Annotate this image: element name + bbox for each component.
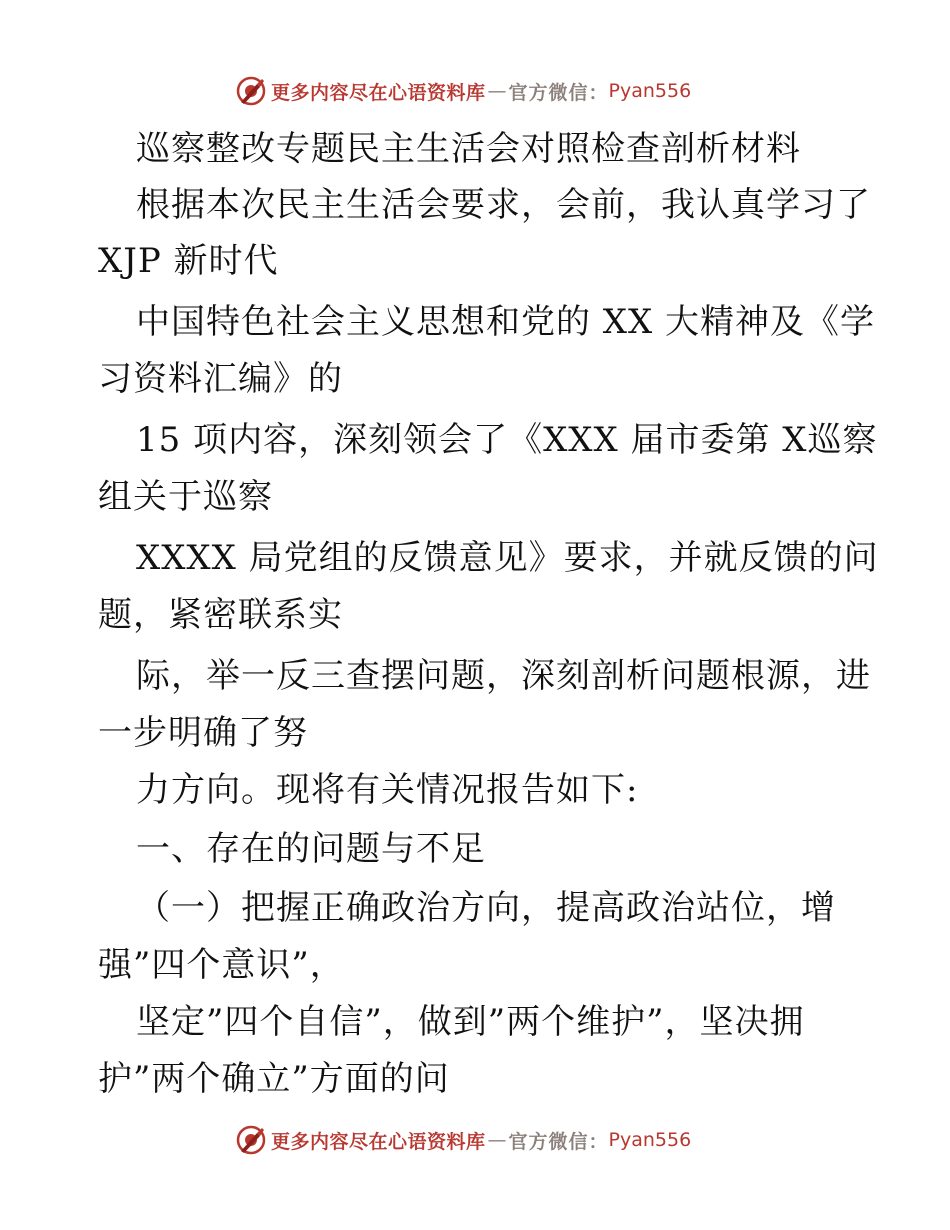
paragraph-line: 护”两个确立”方面的问 xyxy=(98,1059,450,1099)
paragraph-line: 组关于巡察 xyxy=(98,477,273,517)
paragraph-line: 习资料汇编》的 xyxy=(98,359,343,399)
paragraph-line: XXXX 局党组的反馈意见》要求，并就反馈的问 xyxy=(136,538,879,578)
footer-watermark xyxy=(235,1122,691,1158)
paragraph-line: 一步明确了努 xyxy=(98,713,308,753)
watermark-official-label: 官方微信： xyxy=(508,81,609,104)
watermark-separator: — xyxy=(487,80,507,102)
paragraph-line: 题，紧密联系实 xyxy=(98,595,343,635)
watermark-wechat-id: Pyan556 xyxy=(608,1129,692,1151)
section-heading: 一、存在的问题与不足 xyxy=(136,829,486,869)
paragraph-line: 坚定”四个自信”，做到”两个维护”，坚决拥 xyxy=(136,1002,805,1042)
paragraph-line: 中国特色社会主义思想和党的 XX 大精神及《学 xyxy=(136,302,876,342)
watermark-official-label: 官方微信： xyxy=(508,1130,609,1153)
watermark-text: 更多内容尽在心语资料库 xyxy=(271,1130,486,1153)
watermark-separator: — xyxy=(487,1129,507,1151)
paragraph-line: XJP 新时代 xyxy=(98,241,279,281)
watermark-wechat-id: Pyan556 xyxy=(608,80,692,102)
paragraph-line: 15 项内容，深刻领会了《XXX 届市委第 X巡察 xyxy=(136,420,878,460)
subsection-heading: （一）把握正确政治方向，提高政治站位，增 xyxy=(136,888,836,928)
watermark-text: 更多内容尽在心语资料库 xyxy=(271,81,486,104)
paragraph-line: 强”四个意识”， xyxy=(98,945,345,985)
paragraph-line: 际，举一反三查摆问题，深刻剖析问题根源，进 xyxy=(136,656,871,696)
paragraph-line: 根据本次民主生活会要求，会前，我认真学习了 xyxy=(136,185,871,225)
document-title: 巡察整改专题民主生活会对照检查剖析材料 xyxy=(136,129,801,169)
pen-logo-icon xyxy=(235,1124,267,1156)
paragraph-line: 力方向。现将有关情况报告如下: xyxy=(136,770,639,810)
